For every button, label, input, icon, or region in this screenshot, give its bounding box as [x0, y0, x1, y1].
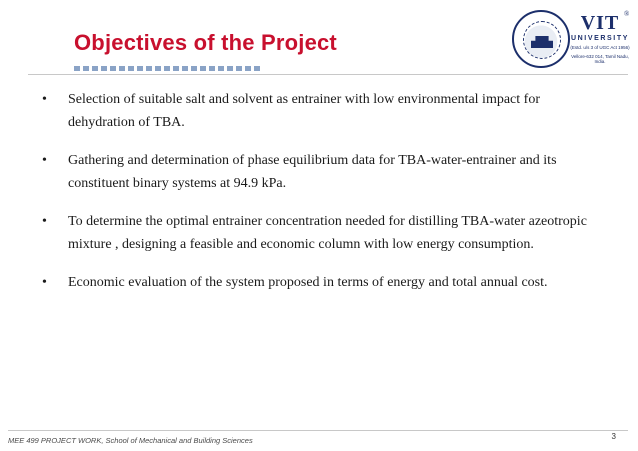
header-divider — [28, 74, 628, 75]
list-item — [36, 271, 596, 294]
bullet-icon: • — [42, 214, 47, 229]
list-item — [36, 88, 596, 134]
slide-title: Objectives of the Project — [74, 30, 337, 55]
title-underline-dashes — [74, 66, 260, 71]
bullet-text: Selection of suitable salt and solvent as entrainer with low environmental impact for dehydration of TBA. — [68, 92, 540, 130]
footer-divider — [8, 430, 628, 431]
university-logo — [512, 10, 630, 72]
bullet-text: To determine the optimal entrainer concentration needed for distilling TBA-water azeotropic mixture , designing a feasible and economic column with low energy consumption. — [68, 214, 587, 252]
bullet-icon: • — [42, 153, 47, 168]
logo-address: Vellore-632 014, Tamil Nadu, India. — [571, 54, 629, 64]
bullet-icon: • — [42, 92, 47, 107]
list-item — [36, 210, 596, 256]
page-number: 3 — [611, 432, 616, 441]
logo-seal-icon — [512, 10, 570, 68]
logo-name: VIT — [580, 12, 620, 34]
bullet-text: Gathering and determination of phase equilibrium data for TBA-water-entrainer and its constituent binary systems at 94.9 kPa. — [68, 153, 557, 191]
bullet-text: Economic evaluation of the system proposed in terms of energy and total annual cost. — [68, 275, 548, 290]
logo-registered-mark: ® — [624, 10, 630, 18]
objectives-list — [36, 88, 596, 309]
bullet-icon: • — [42, 275, 47, 290]
footer-text: MEE 499 PROJECT WORK, School of Mechanical and Building Sciences — [8, 436, 253, 445]
list-item — [36, 149, 596, 195]
logo-tagline: (Estd. u/s 3 of UGC Act 1956) — [570, 45, 630, 50]
logo-subtitle: UNIVERSITY — [570, 35, 629, 42]
